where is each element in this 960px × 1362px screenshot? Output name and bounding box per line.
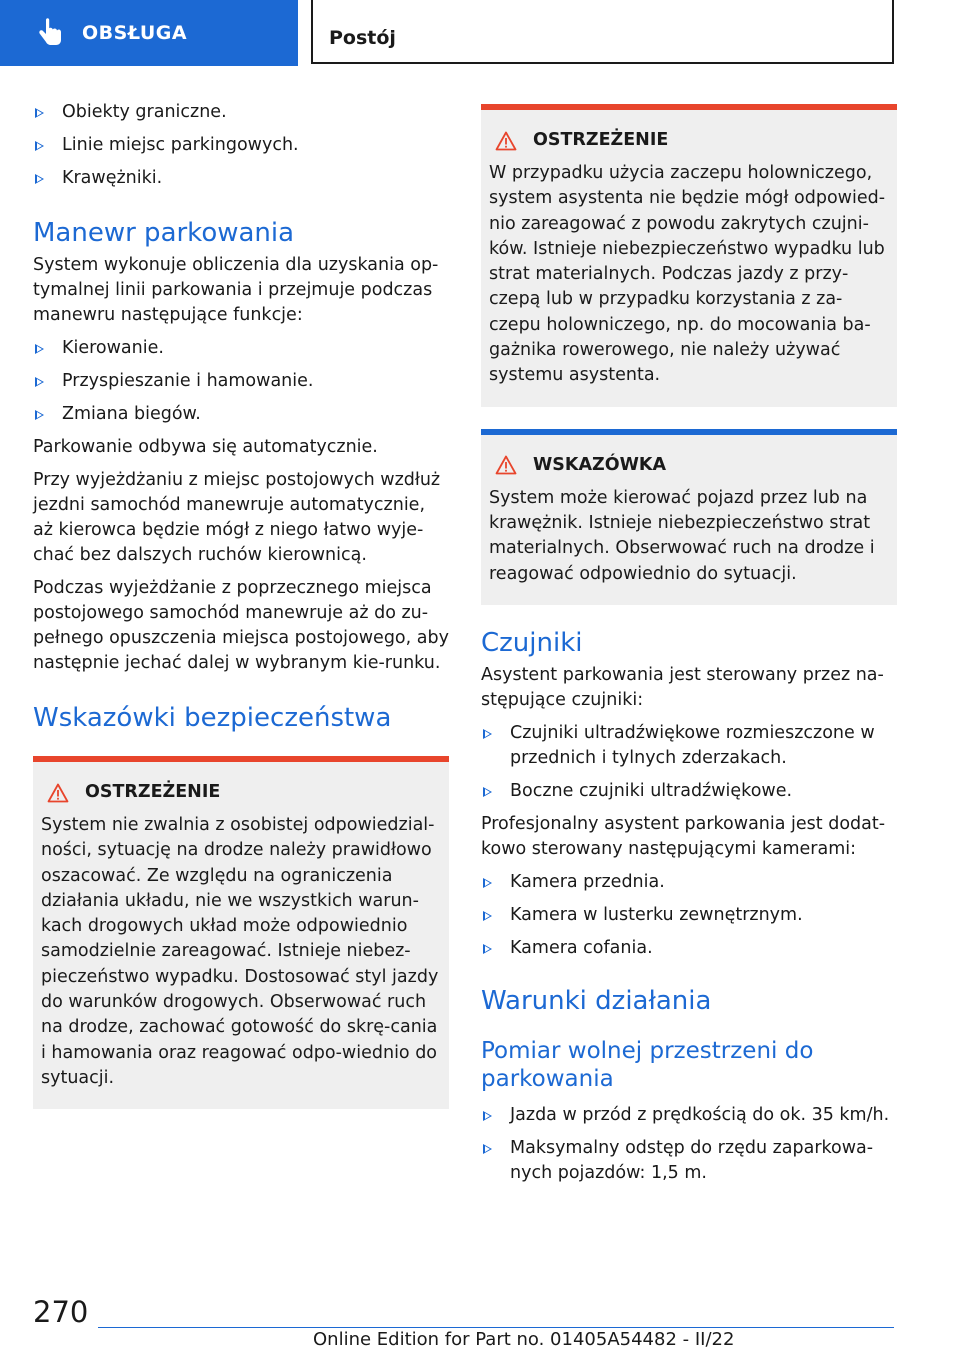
maneuver-heading: Manewr parkowania	[33, 218, 295, 248]
warning-triangle-icon	[495, 455, 517, 475]
footer-divider	[98, 1327, 894, 1328]
section-tab[interactable]	[0, 0, 298, 66]
list-item: Boczne czujniki ultradźwiękowe.	[481, 779, 897, 804]
warning-title: OSTRZEŻENIE	[85, 782, 221, 802]
list-item: Zmiana biegów.	[33, 402, 449, 427]
triangle-bullet-icon	[483, 787, 492, 797]
maneuver-paragraph-3: Podczas wyjeżdżanie z poprzecznego miejsca postojowego samochód manewruje aż do zu‐pełnego opuszczenia miejsca postojowego, aby następnie jechać dalej w wybranym kie‐runku.	[33, 578, 449, 673]
list-item: Kierowanie.	[33, 336, 449, 361]
triangle-bullet-icon	[35, 410, 44, 420]
list-item: Kamera cofania.	[481, 936, 897, 961]
triangle-bullet-icon	[35, 141, 44, 151]
left-column	[33, 100, 449, 1131]
list-item: Obiekty graniczne.	[33, 100, 449, 125]
triangle-bullet-icon	[483, 911, 492, 921]
maneuver-paragraph-2: Przy wyjeżdżaniu z miejsc postojowych wzdłuż jezdni samochód manewruje automatycznie, aż kierowca będzie mógł z niego łatwo wyje‐chać bez dalszych ruchów kierownicą.	[33, 470, 441, 565]
note-text: System może kierować pojazd przez lub na krawężnik. Istnieje niebezpieczeństwo strat materialnych. Obserwować ruch na drodze i reagować odpowiednio do sytuacji.	[489, 487, 875, 584]
list-item: Przyspieszanie i hamowanie.	[33, 369, 449, 394]
sensors-heading: Czujniki	[481, 627, 583, 658]
sensors-text-2: Profesjonalny asystent parkowania jest dodat‐kowo sterowany następującymi kamerami:	[481, 813, 886, 859]
warning-box	[481, 104, 897, 407]
conditions-heading: Warunki działania	[481, 985, 712, 1016]
note-box	[481, 429, 897, 605]
triangle-bullet-icon	[35, 174, 44, 184]
triangle-bullet-icon	[35, 344, 44, 354]
triangle-bullet-icon	[483, 1111, 492, 1121]
sensors-text: Asystent parkowania jest sterowany przez na‐stępujące czujniki:	[481, 664, 884, 710]
intro-list	[33, 100, 449, 191]
warning-text: System nie zwalnia z osobistej odpowiedzial‐ności, sytuację na drodze należy prawidłowo oszacować. Ze względu na ograniczenia działania układu, nie we wszystkich warun‐kach drogowych układ może odpowiednio samodzielnie zareagować. Istnieje niebez‐pieczeństwo wypadku. Dostosować styl jazdy do warunków drogowych. Obserwować ruch na drodze, zachować gotowość do skrę‐cania i hamowania oraz reagować odpo‐wiednio do sytuacji.	[41, 815, 439, 1088]
conditions-list	[481, 1103, 897, 1186]
safety-heading: Wskazówki bezpieczeństwa	[33, 703, 392, 733]
cameras-list	[481, 870, 897, 961]
edition-text: Online Edition for Part no. 01405A54482 - II/22	[313, 1329, 735, 1350]
list-item: Czujniki ultradźwiękowe rozmieszczone w przednich i tylnych zderzakach.	[481, 721, 897, 771]
page-header	[0, 0, 960, 66]
hand-pointer-icon	[34, 16, 68, 50]
triangle-bullet-icon	[483, 729, 492, 739]
subsection-title: Postój	[329, 27, 396, 49]
warning-triangle-icon	[495, 131, 517, 151]
page-number: 270	[33, 1295, 89, 1329]
triangle-bullet-icon	[35, 108, 44, 118]
list-item: Jazda w przód z prędkością do ok. 35 km/h.	[481, 1103, 897, 1128]
list-item: Linie miejsc parkingowych.	[33, 133, 449, 158]
triangle-bullet-icon	[483, 878, 492, 888]
conditions-subheading: Pomiar wolnej przestrzeni do parkowania	[481, 1037, 814, 1092]
maneuver-text: System wykonuje obliczenia dla uzyskania op‐tymalnej linii parkowania i przejmuje podczas manewru następujące funkcje:	[33, 255, 439, 325]
maneuver-list	[33, 336, 449, 427]
warning-box	[33, 756, 449, 1109]
triangle-bullet-icon	[483, 1144, 492, 1154]
subsection-tab[interactable]	[311, 0, 894, 64]
list-item: Kamera przednia.	[481, 870, 897, 895]
sensors-list	[481, 721, 897, 804]
list-item: Krawężniki.	[33, 166, 449, 191]
note-title: WSKAZÓWKA	[533, 454, 666, 475]
warning-text: W przypadku użycia zaczepu holowniczego, system asystenta nie będzie mógł odpowied‐nio zareagować z powodu zakrytych czujni‐ków. Istnieje niebezpieczeństwo wypadku lub strat materialnych. Podczas jazdy z przy‐czepą lub w przypadku korzystania z za‐czepu holowniczego, np. do mocowania ba‐gażnika rowerowego, nie należy używać systemu asystenta.	[489, 163, 886, 386]
section-title: OBSŁUGA	[82, 22, 188, 44]
warning-triangle-icon	[47, 783, 69, 803]
right-column	[481, 104, 897, 1194]
maneuver-paragraph-1: Parkowanie odbywa się automatycznie.	[33, 437, 378, 457]
list-item: Maksymalny odstęp do rzędu zaparkowa‐nych pojazdów: 1,5 m.	[481, 1136, 897, 1186]
warning-title: OSTRZEŻENIE	[533, 130, 669, 150]
triangle-bullet-icon	[483, 944, 492, 954]
triangle-bullet-icon	[35, 377, 44, 387]
list-item: Kamera w lusterku zewnętrznym.	[481, 903, 897, 928]
